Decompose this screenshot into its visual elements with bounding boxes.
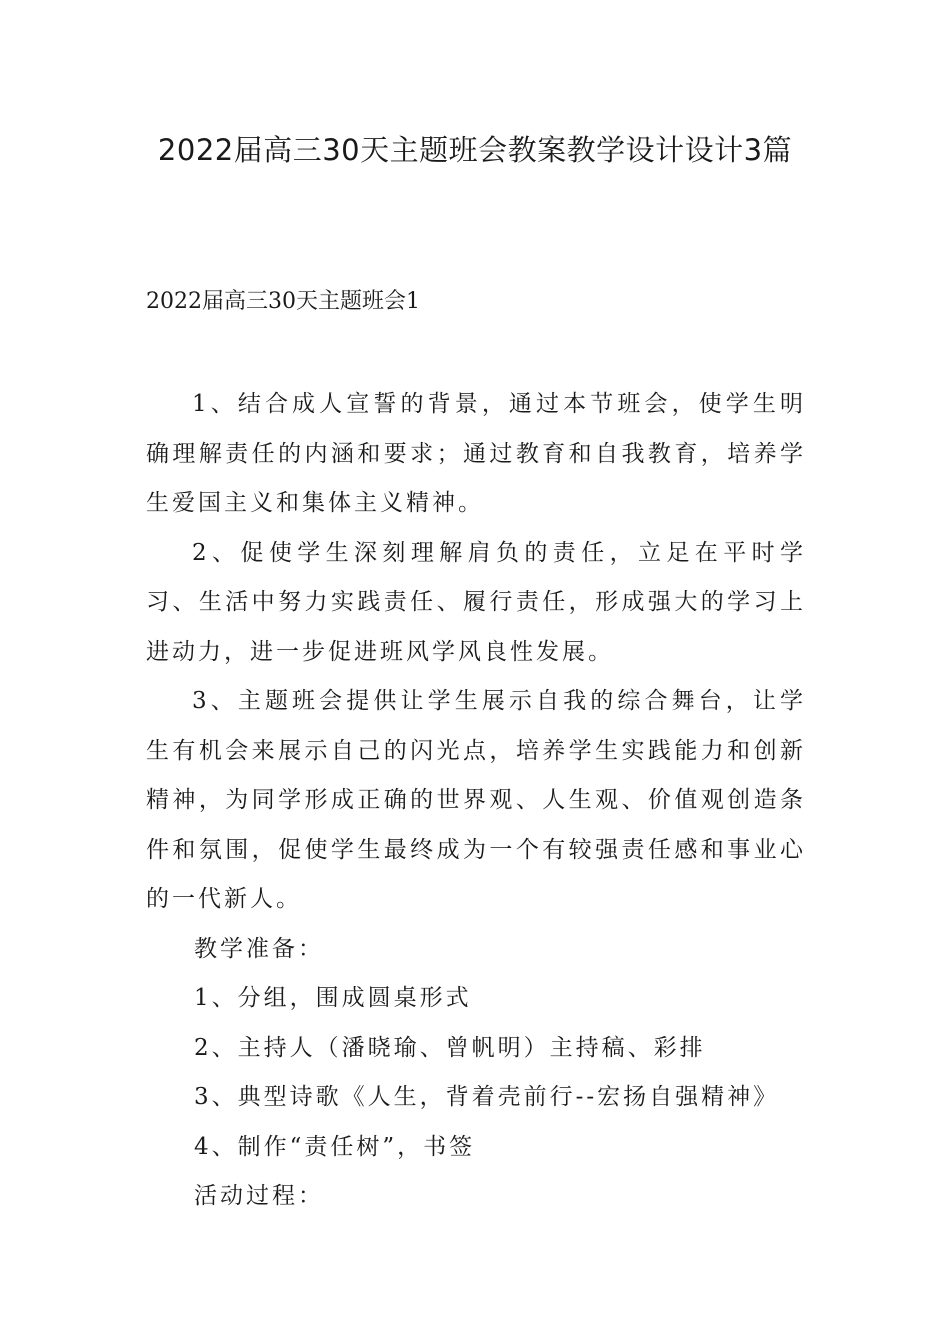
process-heading: 活动过程：: [194, 1183, 324, 1209]
prep-item-1: 1、分组，围成圆桌形式: [194, 985, 472, 1011]
objective-paragraph-3: 3、主题班会提供让学生展示自我的综合舞台，让学生有机会来展示自己的闪光点，培养学生实践能力和创新精神，为同学形成正确的世界观、人生观、价值观创造条件和氛围，促使学生最终成为一个有较强责任感和事业心的一代新人。: [146, 688, 806, 912]
objective-paragraph-2: 2、促使学生深刻理解肩负的责任，立足在平时学习、生活中努力实践责任、履行责任，形成强大的学习上进动力，进一步促进班风学风良性发展。: [146, 539, 806, 665]
section-subtitle: 2022届高三30天主题班会1: [146, 289, 420, 314]
prep-item-4: 4、制作“责任树”，书签: [194, 1133, 476, 1160]
document-body: [146, 380, 806, 1222]
objective-paragraph-1: 1、结合成人宣誓的背景，通过本节班会，使学生明确理解责任的内涵和要求；通过教育和自我教育，培养学生爱国主义和集体主义精神。: [146, 391, 806, 516]
document-title: 2022届高三30天主题班会教案教学设计设计3篇: [157, 133, 793, 167]
prep-heading: 教学准备：: [194, 935, 324, 962]
prep-item-2: 2、主持人（潘晓瑜、曾帆明）主持稿、彩排: [194, 1034, 706, 1061]
prep-item-3: 3、典型诗歌《人生，背着壳前行--宏扬自强精神》: [194, 1084, 780, 1110]
